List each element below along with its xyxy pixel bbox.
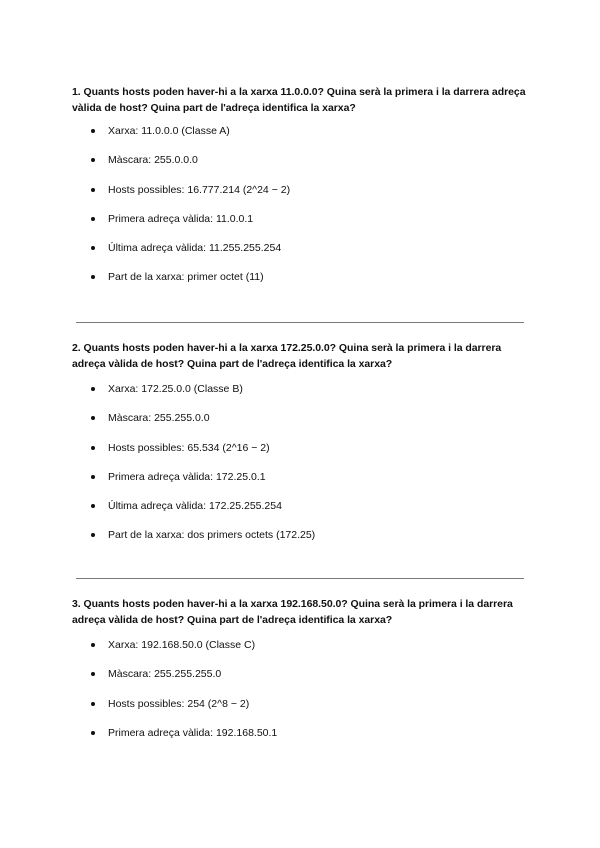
answer-list-3 bbox=[0, 638, 600, 755]
bullet-icon bbox=[91, 533, 95, 537]
bullet-icon bbox=[91, 446, 95, 450]
question-1: 1. Quants hosts poden haver-hi a la xarxa 11.0.0.0? Quina serà la primera i la darrera adreça vàlida de host? Quina part de l'adreça identifica la xarxa? bbox=[72, 86, 526, 114]
answer-list-1 bbox=[0, 124, 600, 300]
bullet-icon bbox=[91, 387, 95, 391]
list-item: Hosts possibles: 254 (2^8 − 2) bbox=[0, 697, 600, 726]
list-item: Màscara: 255.0.0.0 bbox=[0, 153, 600, 182]
bullet-icon bbox=[91, 731, 95, 735]
list-item: Màscara: 255.255.0.0 bbox=[0, 411, 600, 440]
answer-list-2 bbox=[0, 382, 600, 558]
list-item: Xarxa: 192.168.50.0 (Classe C) bbox=[0, 638, 600, 667]
section-divider bbox=[76, 322, 524, 323]
list-item: Part de la xarxa: primer octet (11) bbox=[0, 270, 600, 299]
list-item: Xarxa: 172.25.0.0 (Classe B) bbox=[0, 382, 600, 411]
list-item: Última adreça vàlida: 172.25.255.254 bbox=[0, 499, 600, 528]
section-divider bbox=[76, 578, 524, 579]
bullet-icon bbox=[91, 217, 95, 221]
bullet-icon bbox=[91, 643, 95, 647]
list-item: Primera adreça vàlida: 11.0.0.1 bbox=[0, 212, 600, 241]
list-item: Part de la xarxa: dos primers octets (172.25) bbox=[0, 528, 600, 557]
bullet-icon bbox=[91, 504, 95, 508]
bullet-icon bbox=[91, 702, 95, 706]
bullet-icon bbox=[91, 275, 95, 279]
list-item: Primera adreça vàlida: 192.168.50.1 bbox=[0, 726, 600, 755]
list-item: Xarxa: 11.0.0.0 (Classe A) bbox=[0, 124, 600, 153]
bullet-icon bbox=[91, 416, 95, 420]
list-item: Hosts possibles: 16.777.214 (2^24 − 2) bbox=[0, 183, 600, 212]
bullet-icon bbox=[91, 188, 95, 192]
bullet-icon bbox=[91, 158, 95, 162]
list-item: Última adreça vàlida: 11.255.255.254 bbox=[0, 241, 600, 270]
bullet-icon bbox=[91, 475, 95, 479]
bullet-icon bbox=[91, 129, 95, 133]
list-item: Hosts possibles: 65.534 (2^16 − 2) bbox=[0, 441, 600, 470]
question-2: 2. Quants hosts poden haver-hi a la xarxa 172.25.0.0? Quina serà la primera i la darrera adreça vàlida de host? Quina part de l'adreça identifica la xarxa? bbox=[72, 342, 502, 370]
bullet-icon bbox=[91, 672, 95, 676]
question-3: 3. Quants hosts poden haver-hi a la xarxa 192.168.50.0? Quina serà la primera i la darrera adreça vàlida de host? Quina part de l'adreça identifica la xarxa? bbox=[72, 598, 513, 626]
list-item: Màscara: 255.255.255.0 bbox=[0, 667, 600, 696]
bullet-icon bbox=[91, 246, 95, 250]
list-item: Primera adreça vàlida: 172.25.0.1 bbox=[0, 470, 600, 499]
